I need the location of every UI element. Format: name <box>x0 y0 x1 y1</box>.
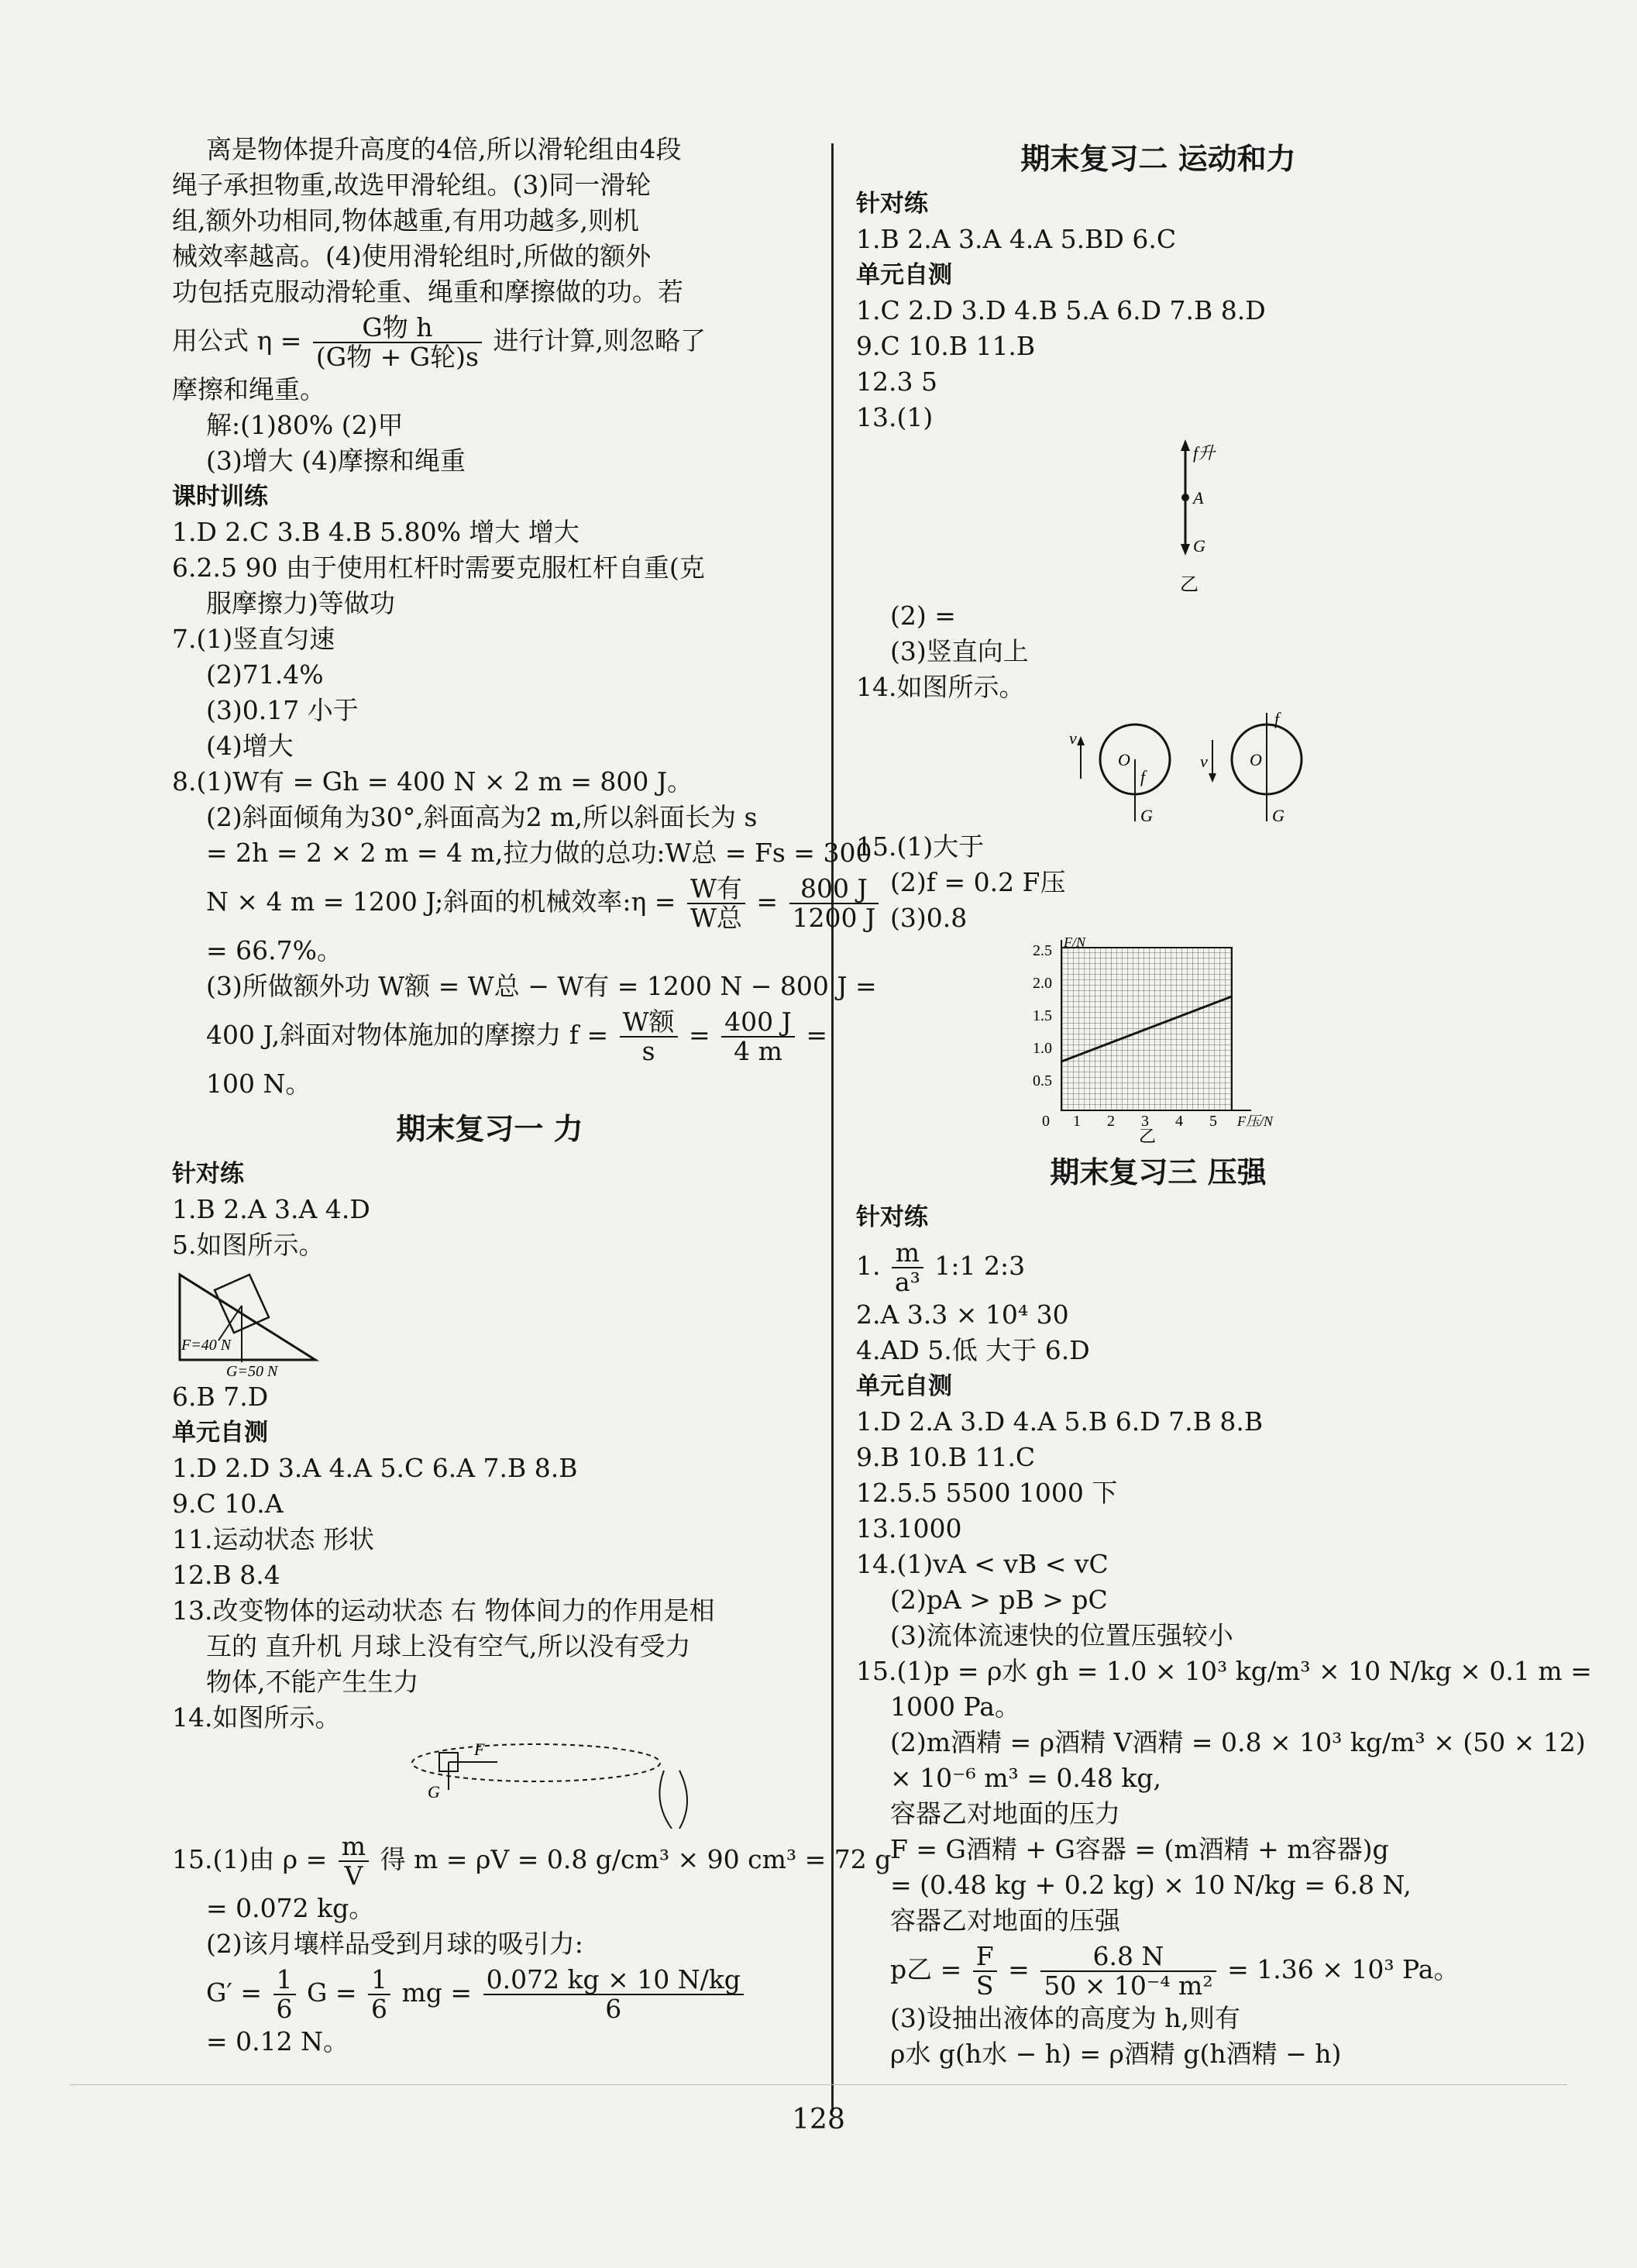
formula-line: p乙 = $\frac{F}{S}$ = $\frac{6.8 N}{\text{50 × 10⁻⁴ m²}}$ = 1.36 × 10³ Pa。 <box>890 1941 1460 2001</box>
text-line: 服摩擦力)等做功 <box>206 588 395 618</box>
friction-label: f <box>1140 767 1146 786</box>
incline-diagram <box>172 1263 327 1379</box>
text-line: 容器乙对地面的压强 <box>890 1905 1120 1936</box>
text-line: (3)0.8 <box>890 903 968 933</box>
fraction <box>687 875 745 932</box>
text-line: = 0.072 kg。 <box>206 1893 375 1923</box>
text-line: (4)增大 <box>206 731 294 761</box>
y-tick: 1.5 <box>1033 1007 1052 1024</box>
text-line: (2) = <box>890 601 956 631</box>
section-title: 期末复习一 力 <box>396 1112 583 1146</box>
velocity-label: v <box>1200 752 1208 771</box>
formula-prefix: G′ = <box>206 1977 262 2008</box>
text-line: 14.如图所示。 <box>172 1702 341 1733</box>
text-line: 绳子承担物重,故选甲滑轮组。(3)同一滑轮 <box>172 170 652 200</box>
text-line: 5.如图所示。 <box>172 1230 325 1260</box>
frac-den: 6 <box>605 1994 622 2024</box>
text-line: 2.A 3.3 × 10⁴ 30 <box>856 1299 1069 1330</box>
text-line: (2)m酒精 = ρ酒精 V酒精 = 0.8 × 10³ kg/m³ × (50 × 12) <box>890 1727 1586 1757</box>
frac-num: 0.072 kg × 10 N/kg <box>483 1966 744 1995</box>
text-line: 15.(1)p = ρ水 gh = 1.0 × 10³ kg/m³ × 10 N/kg × 0.1 m = <box>856 1656 1592 1686</box>
text-line: = 66.7%。 <box>206 935 342 965</box>
text-line: 1.D 2.A 3.D 4.A 5.B 6.D 7.B 8.B <box>856 1406 1264 1437</box>
frac-den: 4 m <box>734 1036 782 1066</box>
x-axis-label: F压/N <box>1237 1113 1274 1129</box>
text-line: (3)竖直向上 <box>890 636 1029 666</box>
fraction <box>273 1966 296 2023</box>
section-title: 期末复习三 压强 <box>1050 1155 1267 1189</box>
figure-caption: 乙 <box>1180 575 1199 595</box>
friction-graph <box>856 936 1460 1145</box>
circular-motion-diagram <box>172 1736 807 1829</box>
text-line: 6.2.5 90 由于使用杠杆时需要克服杠杆自重(克 <box>172 552 705 583</box>
y-tick: 2.0 <box>1033 975 1052 992</box>
arrow-down-icon <box>1209 773 1216 783</box>
text-line: (3)增大 (4)摩擦和绳重 <box>206 446 466 476</box>
text-line: 13.(1) <box>856 402 934 432</box>
formula-prefix: p乙 = <box>890 1954 962 1984</box>
fraction <box>368 1966 390 2023</box>
text-line: 13.1000 <box>856 1513 962 1544</box>
frac-den: V <box>344 1860 363 1891</box>
subheading: 课时训练 <box>172 483 268 511</box>
formula-suffix: 得 m = ρV = 0.8 g/cm³ × 90 cm³ = 72 g <box>380 1844 892 1874</box>
text-line: 1.B 2.A 3.A 4.D <box>172 1194 370 1224</box>
text-line: 械效率越高。(4)使用滑轮组时,所做的额外 <box>172 241 652 271</box>
fraction <box>973 1943 997 2000</box>
formula-suffix: 进行计算,则忽略了 <box>493 325 706 356</box>
text-line: 功包括克服动滑轮重、绳重和摩擦做的功。若 <box>172 277 683 307</box>
text-line: 12.B 8.4 <box>172 1560 280 1590</box>
text-line: 100 N。 <box>206 1069 311 1099</box>
gravity-label: G <box>1193 536 1205 556</box>
formula-line <box>856 1235 1460 1297</box>
text-line: 离是物体提升高度的4倍,所以滑轮组由4段 <box>206 134 682 164</box>
text-line: 1.D 2.C 3.B 4.B 5.80% 增大 增大 <box>172 517 579 547</box>
text-line: 1.C 2.D 3.D 4.B 5.A 6.D 7.B 8.D <box>856 295 1266 325</box>
center-label: O <box>1118 750 1130 769</box>
text-line: 12.3 5 <box>856 367 937 397</box>
subheading: 单元自测 <box>856 1372 952 1400</box>
text-line: 1.B 2.A 3.A 4.A 5.BD 6.C <box>856 224 1177 254</box>
text-line: 12.5.5 5500 1000 下 <box>856 1478 1118 1508</box>
frac-num: W额 <box>620 1008 678 1038</box>
figure-caption: 乙 <box>1139 1127 1157 1145</box>
text-line: = 0.12 N。 <box>206 2026 349 2056</box>
force-arrow <box>218 1306 242 1340</box>
formula-line <box>172 310 807 372</box>
right-column <box>856 132 1592 2072</box>
left-column <box>172 132 892 2060</box>
text-line: × 10⁻⁶ m³ = 0.48 kg, <box>890 1763 1161 1793</box>
text-line: 1.D 2.D 3.A 4.A 5.C 6.A 7.B 8.B <box>172 1453 578 1483</box>
y-axis-label: F/N <box>1064 936 1086 950</box>
text-line: 1000 Pa。 <box>890 1692 1020 1722</box>
text-line: = 2h = 2 × 2 m = 4 m,拉力做的总功:W总 = Fs = 300 <box>206 838 872 868</box>
text-line: 9.C 10.A <box>172 1488 284 1519</box>
force-label: F <box>474 1740 485 1759</box>
gravity-label: G <box>1140 806 1153 825</box>
fraction <box>339 1833 369 1890</box>
text-line: 15.(1)大于 <box>856 831 985 862</box>
y-tick: 0.5 <box>1033 1072 1052 1089</box>
text-line: 容器乙对地面的压力 <box>890 1798 1120 1829</box>
footer-rule <box>70 2084 1567 2085</box>
frac-den: 6 <box>371 1994 388 2024</box>
text-line: (3)所做额外功 W额 = W总 − W有 = 1200 N − 800 J = <box>206 971 877 1001</box>
text-line: 8.(1)W有 = Gh = 400 N × 2 m = 800 J。 <box>172 766 693 797</box>
section-title: 期末复习二 运动和力 <box>1020 142 1296 176</box>
x-tick: 0 <box>1042 1113 1050 1130</box>
frac-den: s <box>641 1036 655 1066</box>
center-label: O <box>1250 750 1262 769</box>
frac-num: 6.8 N <box>1040 1943 1216 1972</box>
text-line: = (0.48 kg + 0.2 kg) × 10 N/kg = 6.8 N, <box>890 1870 1412 1900</box>
arrow-down-icon <box>1181 544 1190 556</box>
text-line: (2)pA > pB > pC <box>890 1585 1108 1615</box>
arrow-up-icon <box>1181 439 1190 451</box>
x-tick: 1 <box>1073 1113 1081 1130</box>
point-label: A <box>1193 488 1204 508</box>
formula-prefix: 400 J,斜面对物体施加的摩擦力 f = <box>206 1020 609 1050</box>
frac-num: W有 <box>687 875 745 904</box>
fraction <box>483 1966 744 2023</box>
subheading: 针对练 <box>856 190 928 218</box>
formula-text: mg = <box>401 1977 473 2008</box>
y-tick: 2.5 <box>1033 942 1052 959</box>
x-tick: 4 <box>1175 1113 1183 1130</box>
force-label: F=40 N <box>181 1337 232 1354</box>
frac-den: S <box>975 1970 994 2001</box>
x-tick: 3 <box>1141 1113 1149 1130</box>
gravity-label: G=50 N <box>226 1363 278 1379</box>
text-line: (3)0.17 小于 <box>206 695 359 725</box>
text-line: 组,额外功相同,物体越重,有用功越多,则机 <box>172 205 639 236</box>
text-line: F = G酒精 + G容器 = (m酒精 + m容器)g <box>890 1834 1389 1864</box>
subheading: 针对练 <box>856 1203 928 1231</box>
text-line: 14.如图所示。 <box>856 672 1025 702</box>
text-line: 14.(1)vA < vB < vC <box>856 1549 1109 1579</box>
arrow-up-icon <box>1077 736 1085 745</box>
formula-line: 400 J,斜面对物体施加的摩擦力 f = $\frac{\text{W额}}{s}$ = $\frac{400 J}{4 m}$ = <box>206 1007 828 1066</box>
formula-suffix: = 1.36 × 10³ Pa。 <box>1227 1954 1460 1984</box>
text-line: 6.B 7.D <box>172 1382 269 1412</box>
formula-prefix: 1. <box>856 1251 881 1281</box>
subheading: 单元自测 <box>856 261 952 289</box>
frac-num: 800 J <box>789 875 879 904</box>
subheading: 针对练 <box>172 1160 244 1188</box>
x-tick: 5 <box>1209 1113 1217 1130</box>
formula-line: N × 4 m = 1200 J;斜面的机械效率:η = $\frac{\text{W有}}{\text{W总}}$ = $\frac{800 J}{1200 J}$ <box>172 871 807 933</box>
force-label: f升 <box>1193 443 1216 463</box>
frac-den: a³ <box>895 1267 920 1297</box>
text-line: 13.改变物体的运动状态 右 物体间力的作用是相 <box>172 1595 715 1626</box>
text-line: (3)流体流速快的位置压强较小 <box>890 1620 1233 1650</box>
formula-text: G = <box>307 1977 357 2008</box>
fraction <box>721 1008 795 1065</box>
text-line: (2)斜面倾角为30°,斜面高为2 m,所以斜面长为 s <box>206 802 758 832</box>
y-tick: 1.0 <box>1033 1040 1052 1057</box>
formula-prefix: 用公式 η = <box>172 325 302 356</box>
fraction <box>892 1239 923 1296</box>
text-line: 9.B 10.B 11.C <box>856 1442 1036 1472</box>
formula-prefix: 15.(1)由 ρ = <box>172 1844 328 1874</box>
column-divider <box>831 143 834 2111</box>
text-line: 物体,不能产生生力 <box>206 1667 419 1697</box>
x-tick: 2 <box>1107 1113 1115 1130</box>
frac-den: (G物 + G轮)s <box>315 342 479 372</box>
text-line: (3)设抽出液体的高度为 h,则有 <box>890 2003 1240 2033</box>
frac-num: m <box>339 1833 369 1862</box>
text-line: (2)该月壤样品受到月球的吸引力: <box>206 1929 583 1959</box>
frac-num: m <box>892 1239 923 1268</box>
subheading: 单元自测 <box>172 1419 268 1447</box>
formula-prefix: N × 4 m = 1200 J;斜面的机械效率:η = <box>206 886 676 917</box>
text-line: (2)71.4% <box>206 659 324 690</box>
frac-den: W总 <box>690 903 742 933</box>
force-diagram-13 <box>856 435 1460 598</box>
text-line: 互的 直升机 月球上没有空气,所以没有受力 <box>206 1631 691 1661</box>
text-line: 解:(1)80% (2)甲 <box>206 410 404 440</box>
gravity-label: G <box>428 1782 440 1802</box>
friction-label: f <box>1274 709 1280 728</box>
formula-line <box>172 1829 892 1891</box>
fraction <box>313 314 482 371</box>
formula-line <box>172 1962 807 2024</box>
gravity-label: G <box>1272 806 1284 825</box>
frac-num: F <box>973 1943 997 1972</box>
page-number: 128 <box>792 2104 845 2135</box>
falling-ball-diagram <box>856 705 1460 829</box>
text-line: 9.C 10.B 11.B <box>856 331 1036 361</box>
frac-num: 400 J <box>721 1008 795 1038</box>
hand-icon <box>659 1771 687 1829</box>
frac-num: 1 <box>368 1966 390 1995</box>
frac-den: 50 × 10⁻⁴ m² <box>1044 1970 1213 2001</box>
frac-num: G物 h <box>313 314 482 343</box>
text-line: 7.(1)竖直匀速 <box>172 624 335 654</box>
frac-num: 1 <box>273 1966 296 1995</box>
text-line: 4.AD 5.低 大于 6.D <box>856 1335 1090 1365</box>
frac-den: 1200 J <box>792 903 876 933</box>
text-line: 11.运动状态 形状 <box>172 1524 374 1554</box>
point-a <box>1181 494 1189 501</box>
text-line: ρ水 g(h水 − h) = ρ酒精 g(h酒精 − h) <box>890 2039 1342 2069</box>
formula-suffix: 1:1 2:3 <box>934 1251 1026 1281</box>
velocity-label: v <box>1069 728 1077 748</box>
frac-den: 6 <box>276 1994 293 2024</box>
text-line: 摩擦和绳重。 <box>172 374 325 404</box>
fraction <box>1040 1943 1216 2000</box>
fraction <box>620 1008 678 1065</box>
text-line: (2)f = 0.2 F压 <box>890 867 1066 897</box>
